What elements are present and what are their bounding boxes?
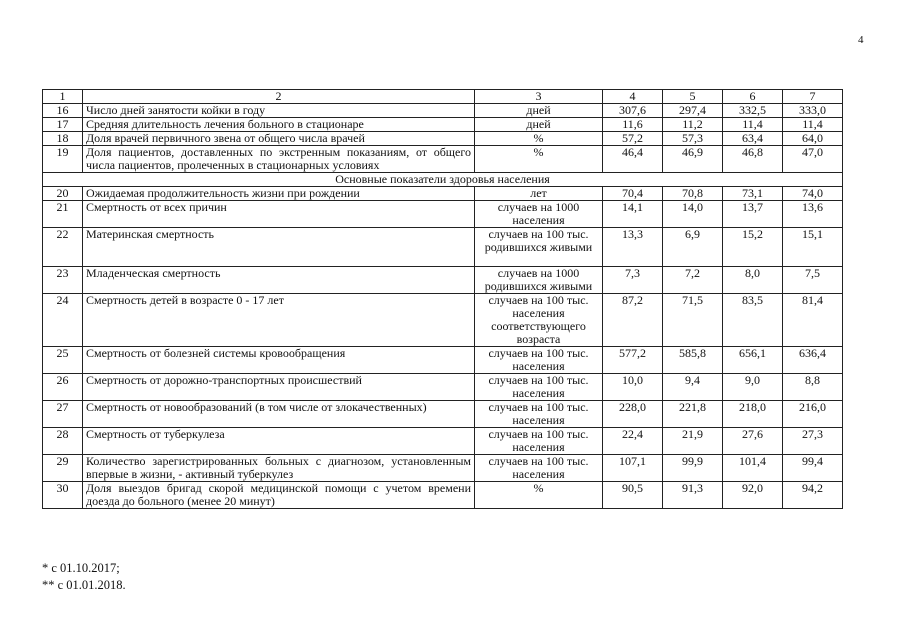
indicator-value: 81,4 [783, 294, 843, 347]
indicator-value: 70,4 [603, 187, 663, 201]
indicator-value: 57,3 [663, 132, 723, 146]
indicator-value: 22,4 [603, 428, 663, 455]
indicator-value: 8,0 [723, 267, 783, 294]
unit-of-measure: лет [475, 187, 603, 201]
column-header: 6 [723, 90, 783, 104]
column-header: 3 [475, 90, 603, 104]
indicator-value: 6,9 [663, 228, 723, 267]
indicator-value: 64,0 [783, 132, 843, 146]
indicator-value: 10,0 [603, 374, 663, 401]
indicators-table [42, 89, 843, 509]
indicator-value: 70,8 [663, 187, 723, 201]
unit-of-measure: случаев на 100 тыс. населения [475, 428, 603, 455]
indicator-value: 99,4 [783, 455, 843, 482]
indicator-value: 14,0 [663, 201, 723, 228]
row-number: 20 [43, 187, 83, 201]
indicator-value: 11,4 [783, 118, 843, 132]
indicator-value: 297,4 [663, 104, 723, 118]
indicator-value: 99,9 [663, 455, 723, 482]
indicator-value: 7,5 [783, 267, 843, 294]
unit-of-measure: дней [475, 104, 603, 118]
indicator-value: 15,1 [783, 228, 843, 267]
section-row [43, 173, 843, 187]
indicator-value: 71,5 [663, 294, 723, 347]
table-row [43, 428, 843, 455]
indicator-value: 13,7 [723, 201, 783, 228]
indicator-value: 90,5 [603, 482, 663, 509]
indicator-value: 107,1 [603, 455, 663, 482]
indicator-value: 46,8 [723, 146, 783, 173]
indicator-name: Число дней занятости койки в году [83, 104, 475, 118]
indicator-value: 27,3 [783, 428, 843, 455]
indicator-name: Доля выездов бригад скорой медицинской помощи с учетом времени доезда до больного (менее 20 минут) [83, 482, 475, 509]
indicator-name: Смертность от новообразований (в том числе от злокачественных) [83, 401, 475, 428]
table-header-row [43, 90, 843, 104]
indicator-name: Доля врачей первичного звена от общего числа врачей [83, 132, 475, 146]
indicator-value: 57,2 [603, 132, 663, 146]
unit-of-measure: % [475, 482, 603, 509]
indicator-value: 307,6 [603, 104, 663, 118]
row-number: 29 [43, 455, 83, 482]
row-number: 21 [43, 201, 83, 228]
indicator-value: 218,0 [723, 401, 783, 428]
column-header: 7 [783, 90, 843, 104]
unit-of-measure: случаев на 1000 родившихся живыми [475, 267, 603, 294]
indicator-value: 83,5 [723, 294, 783, 347]
table-row [43, 201, 843, 228]
column-header: 5 [663, 90, 723, 104]
table-row [43, 187, 843, 201]
row-number: 24 [43, 294, 83, 347]
indicator-name: Количество зарегистрированных больных с диагнозом, установленным впервые в жизни, - активный туберкулез [83, 455, 475, 482]
indicator-value: 9,4 [663, 374, 723, 401]
table-row [43, 146, 843, 173]
indicator-value: 11,2 [663, 118, 723, 132]
row-number: 18 [43, 132, 83, 146]
indicator-name: Смертность детей в возрасте 0 - 17 лет [83, 294, 475, 347]
indicator-value: 46,4 [603, 146, 663, 173]
unit-of-measure: случаев на 100 тыс. родившихся живыми [475, 228, 603, 267]
indicator-value: 332,5 [723, 104, 783, 118]
indicator-value: 7,2 [663, 267, 723, 294]
indicator-name: Ожидаемая продолжительность жизни при рождении [83, 187, 475, 201]
indicator-value: 63,4 [723, 132, 783, 146]
table-row [43, 455, 843, 482]
indicator-value: 94,2 [783, 482, 843, 509]
indicator-value: 92,0 [723, 482, 783, 509]
indicator-name: Младенческая смертность [83, 267, 475, 294]
indicator-name: Материнская смертность [83, 228, 475, 267]
indicator-value: 656,1 [723, 347, 783, 374]
row-number: 23 [43, 267, 83, 294]
indicator-value: 11,4 [723, 118, 783, 132]
unit-of-measure: случаев на 100 тыс. населения [475, 374, 603, 401]
indicator-value: 7,3 [603, 267, 663, 294]
indicator-name: Смертность от болезней системы кровообращения [83, 347, 475, 374]
indicator-value: 74,0 [783, 187, 843, 201]
indicator-name: Смертность от туберкулеза [83, 428, 475, 455]
indicator-value: 577,2 [603, 347, 663, 374]
indicator-value: 585,8 [663, 347, 723, 374]
table-row [43, 118, 843, 132]
page-number: 4 [858, 34, 864, 46]
row-number: 25 [43, 347, 83, 374]
indicator-value: 13,3 [603, 228, 663, 267]
unit-of-measure: случаев на 100 тыс. населения соответствующего возраста [475, 294, 603, 347]
unit-of-measure: случаев на 100 тыс. населения [475, 347, 603, 374]
indicator-value: 47,0 [783, 146, 843, 173]
table-row [43, 482, 843, 509]
table-row [43, 347, 843, 374]
unit-of-measure: % [475, 132, 603, 146]
indicator-value: 333,0 [783, 104, 843, 118]
indicator-value: 221,8 [663, 401, 723, 428]
indicator-value: 9,0 [723, 374, 783, 401]
footnote: ** с 01.01.2018. [42, 578, 126, 592]
unit-of-measure: % [475, 146, 603, 173]
row-number: 28 [43, 428, 83, 455]
indicator-value: 636,4 [783, 347, 843, 374]
indicator-value: 101,4 [723, 455, 783, 482]
indicator-value: 216,0 [783, 401, 843, 428]
indicator-value: 13,6 [783, 201, 843, 228]
row-number: 16 [43, 104, 83, 118]
indicator-value: 15,2 [723, 228, 783, 267]
indicator-value: 228,0 [603, 401, 663, 428]
indicator-value: 73,1 [723, 187, 783, 201]
row-number: 26 [43, 374, 83, 401]
row-number: 19 [43, 146, 83, 173]
unit-of-measure: случаев на 1000 населения [475, 201, 603, 228]
table-row [43, 228, 843, 267]
footnotes [42, 560, 126, 594]
indicator-value: 21,9 [663, 428, 723, 455]
column-header: 2 [83, 90, 475, 104]
indicator-name: Смертность от дорожно-транспортных происшествий [83, 374, 475, 401]
section-title: Основные показатели здоровья населения [43, 173, 843, 187]
indicator-name: Средняя длительность лечения больного в стационаре [83, 118, 475, 132]
unit-of-measure: дней [475, 118, 603, 132]
table-row [43, 294, 843, 347]
indicator-name: Доля пациентов, доставленных по экстренным показаниям, от общего числа пациентов, пролеченных в стационарных условиях [83, 146, 475, 173]
indicator-value: 46,9 [663, 146, 723, 173]
unit-of-measure: случаев на 100 тыс. населения [475, 401, 603, 428]
indicator-value: 11,6 [603, 118, 663, 132]
unit-of-measure: случаев на 100 тыс. населения [475, 455, 603, 482]
table-row [43, 267, 843, 294]
indicator-value: 87,2 [603, 294, 663, 347]
table-row [43, 104, 843, 118]
indicator-value: 27,6 [723, 428, 783, 455]
footnote: * с 01.10.2017; [42, 561, 120, 575]
row-number: 30 [43, 482, 83, 509]
row-number: 22 [43, 228, 83, 267]
row-number: 17 [43, 118, 83, 132]
indicator-value: 14,1 [603, 201, 663, 228]
table-row [43, 132, 843, 146]
row-number: 27 [43, 401, 83, 428]
column-header: 1 [43, 90, 83, 104]
indicator-name: Смертность от всех причин [83, 201, 475, 228]
column-header: 4 [603, 90, 663, 104]
indicator-value: 91,3 [663, 482, 723, 509]
table-row [43, 401, 843, 428]
indicator-value: 8,8 [783, 374, 843, 401]
table-row [43, 374, 843, 401]
